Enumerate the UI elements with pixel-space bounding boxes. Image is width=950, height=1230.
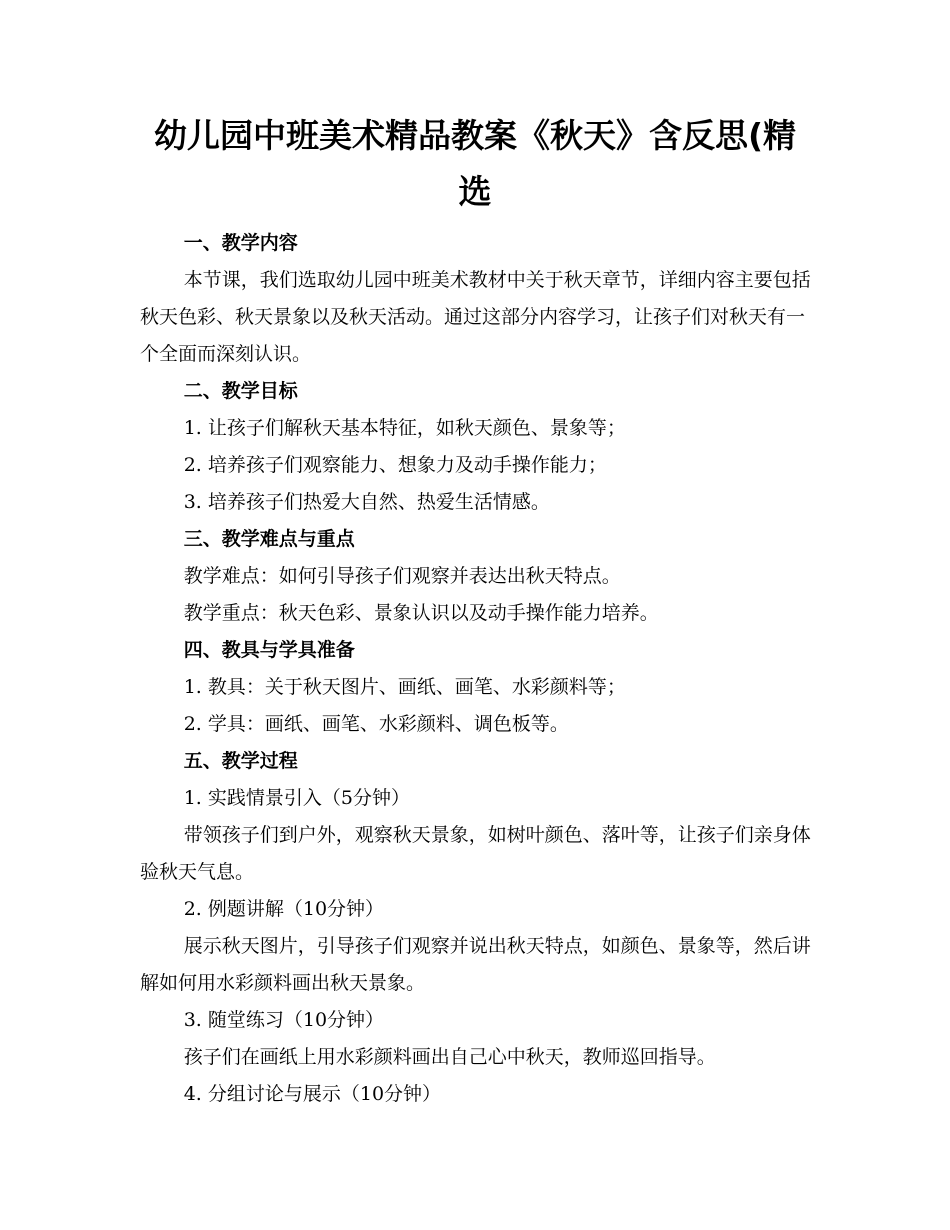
paragraph: 展示秋天图片，引导孩子们观察并说出秋天特点，如颜色、景象等，然后讲解如何用水彩颜料画出秋天景象。: [140, 935, 811, 994]
section-heading: 一、教学内容: [183, 232, 298, 254]
paragraph: 本节课，我们选取幼儿园中班美术教材中关于秋天章节，详细内容主要包括秋天色彩、秋天景象以及秋天活动。通过这部分内容学习，让孩子们对秋天有一个全面而深刻认识。: [140, 269, 811, 365]
list-item: 2. 培养孩子们观察能力、想象力及动手操作能力；: [183, 454, 607, 476]
section-heading: 二、教学目标: [183, 380, 298, 402]
paragraph: 孩子们在画纸上用水彩颜料画出自己心中秋天，教师巡回指导。: [183, 1046, 716, 1068]
paragraph: 教学难点：如何引导孩子们观察并表达出秋天特点。: [183, 565, 621, 587]
paragraph: 教学重点：秋天色彩、景象认识以及动手操作能力培养。: [183, 602, 659, 624]
list-item: 2. 学具：画纸、画笔、水彩颜料、调色板等。: [183, 713, 569, 735]
step-heading: 2. 例题讲解（10分钟）: [183, 898, 385, 920]
paragraph: 带领孩子们到户外，观察秋天景象，如树叶颜色、落叶等，让孩子们亲身体验秋天气息。: [140, 824, 811, 883]
step-heading: 1. 实践情景引入（5分钟）: [183, 787, 410, 809]
list-item: 1. 让孩子们解秋天基本特征，如秋天颜色、景象等；: [183, 417, 626, 439]
list-item: 3. 培养孩子们热爱大自然、热爱生活情感。: [183, 491, 550, 513]
document-body: [140, 225, 812, 1113]
list-item: 1. 教具：关于秋天图片、画纸、画笔、水彩颜料等；: [183, 676, 626, 698]
section-heading: 四、教具与学具准备: [183, 639, 355, 661]
step-heading: 4. 分组讨论与展示（10分钟）: [183, 1083, 442, 1105]
section-heading: 三、教学难点与重点: [183, 528, 355, 550]
document-title: 幼儿园中班美术精品教案《秋天》含反思(精选: [153, 116, 797, 211]
section-heading: 五、教学过程: [183, 750, 298, 772]
step-heading: 3. 随堂练习（10分钟）: [183, 1009, 385, 1031]
